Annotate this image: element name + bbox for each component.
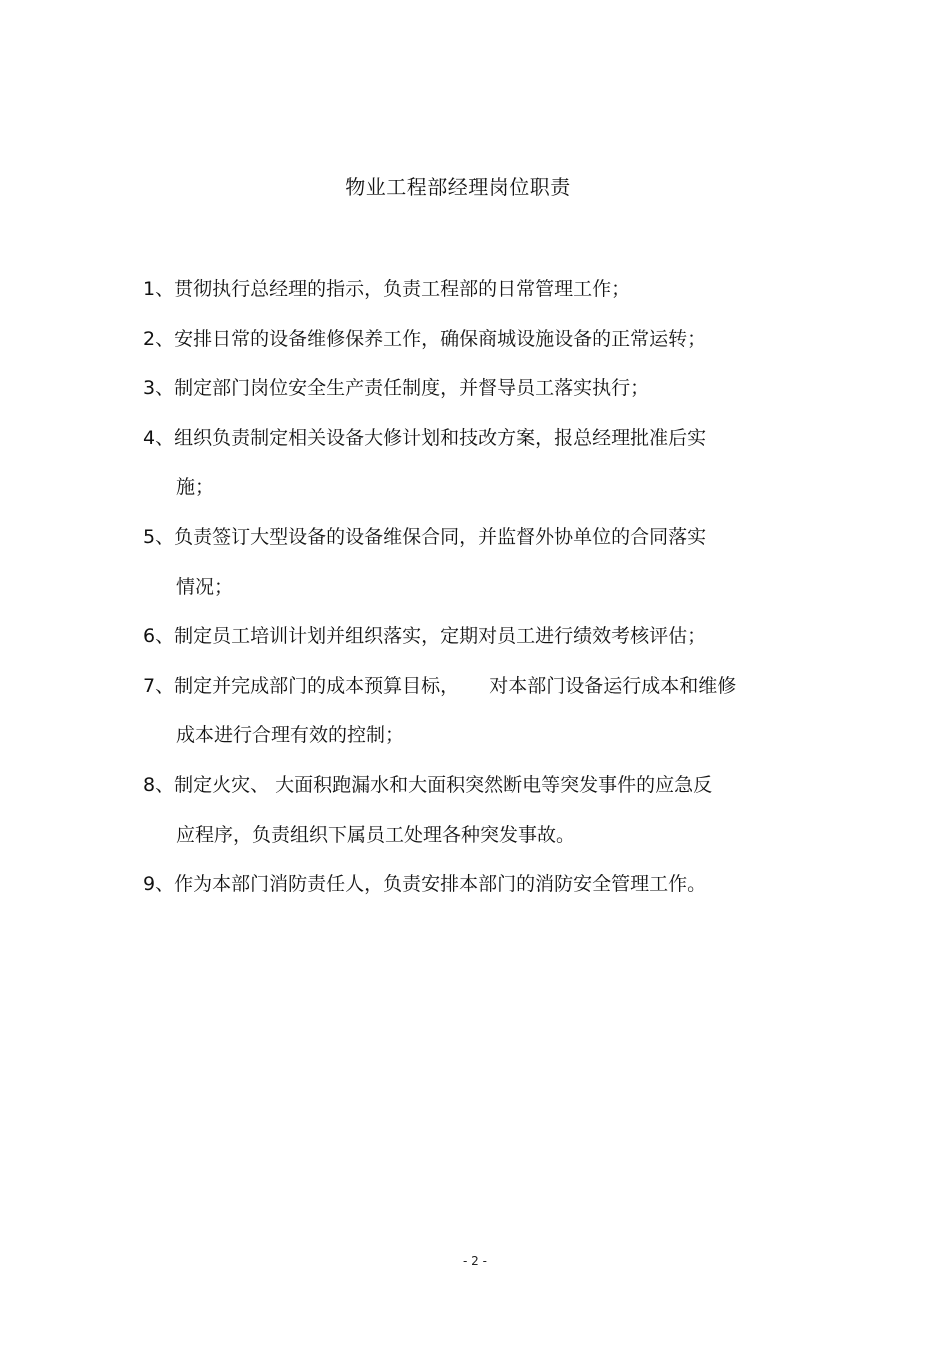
item-line: 4、组织负责制定相关设备大修计划和技改方案，报总经理批准后实 [143, 426, 707, 449]
list-item [143, 669, 803, 768]
list-item [143, 867, 803, 917]
item-line: 1、贯彻执行总经理的指示，负责工程部的日常管理工作； [143, 278, 631, 300]
item-line-continuation: 施； [176, 476, 215, 499]
item-line: 5、负责签订大型设备的设备维保合同，并监督外协单位的合同落实 [143, 525, 707, 548]
list-item [143, 371, 803, 421]
item-line: 8、制定火灾、 大面积跑漏水和大面积突然断电等突发事件的应急反 [143, 773, 713, 796]
list-item [143, 322, 803, 372]
responsibility-list [143, 272, 803, 917]
list-item [143, 421, 803, 520]
list-item [143, 520, 803, 619]
item-line: 7、制定并完成部门的成本预算目标， 对本部门设备运行成本和维修 [143, 674, 737, 697]
list-item [143, 619, 803, 669]
document-title: 物业工程部经理岗位职责 [345, 175, 571, 199]
item-line-continuation: 应程序，负责组织下属员工处理各种突发事故。 [176, 823, 576, 846]
list-item [143, 768, 803, 867]
item-line: 6、制定员工培训计划并组织落实，定期对员工进行绩效考核评估； [143, 625, 707, 648]
item-line: 3、制定部门岗位安全生产责任制度，并督导员工落实执行； [143, 377, 650, 400]
item-line: 2、安排日常的设备维修保养工作，确保商城设施设备的正常运转； [143, 327, 707, 350]
item-line-continuation: 情况； [176, 575, 234, 598]
item-line-continuation: 成本进行合理有效的控制； [176, 724, 405, 747]
list-item [143, 272, 803, 322]
item-line: 9、作为本部门消防责任人，负责安排本部门的消防安全管理工作。 [143, 873, 707, 896]
page-number: - 2 - [463, 1254, 487, 1268]
